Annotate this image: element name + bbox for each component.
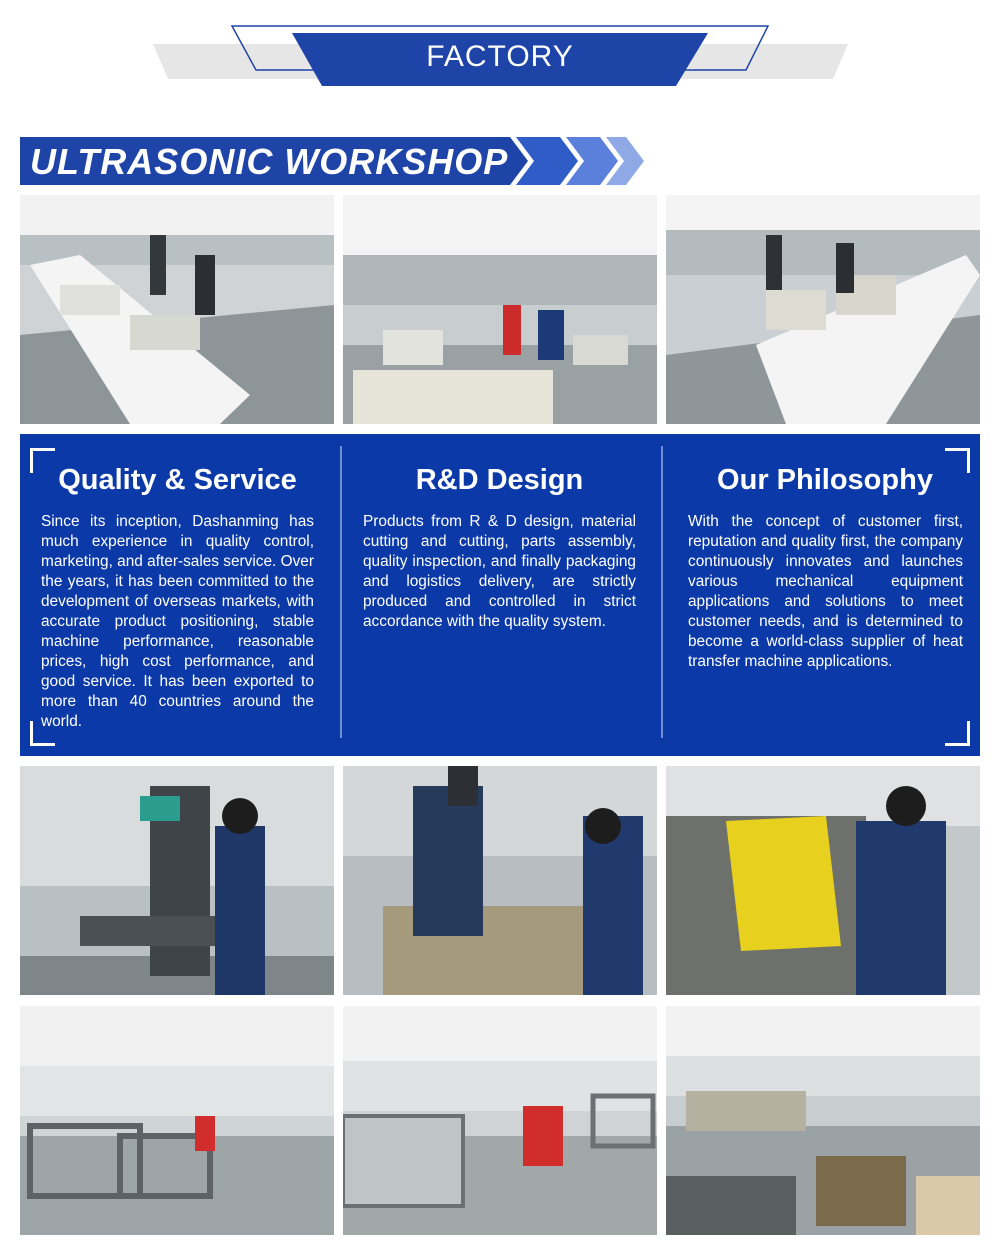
column-divider [340,446,342,738]
column-heading: Quality & Service [58,464,297,496]
workshop-technicians-photo [343,195,657,424]
workshop-product-tables-photo [666,195,980,424]
column-text: With the concept of customer first, reputation and quality first, the company continuously innovates and launches various mechanical equipment applications and solutions to meet customer needs, and is determined to become a world-class supplier of heat transfer machine applications. [688,513,963,670]
banner-title: FACTORY [426,40,574,73]
column-text: Since its inception, Dashanming has much experience in quality control, marketing, and after-sales service. Over the years, it has been committed to the development of overseas markets, with accurate product positioning, stable machine performance, reasonable prices, high cost performance, and good service. It has been exported to more than 40 countries around the world. [41,513,314,730]
column-text: Products from R & D design, material cutting and cutting, parts assembly, quality inspection, and finally packaging and logistics delivery, are strictly produced and controlled in strict accordance with the quality system. [363,513,636,630]
workbench-assembly-photo [343,1006,657,1235]
column-heading: Our Philosophy [717,464,933,496]
parts-warehouse-photo [666,1006,980,1235]
quality-service-column [40,434,315,756]
factory-banner [0,0,1000,110]
our-philosophy-column [687,434,963,756]
rd-design-column [362,434,637,756]
section-title: ULTRASONIC WORKSHOP [30,141,509,182]
machine-frame-assembly-photo [20,1006,334,1235]
section-heading [20,137,650,187]
milling-machine-operator-photo [20,766,334,995]
workshop-assembly-line-photo [20,195,334,424]
cnc-lathe-operator-photo [666,766,980,995]
drilling-machine-operator-photo [343,766,657,995]
column-heading: R&D Design [415,464,584,496]
info-panel [20,434,980,756]
column-divider [661,446,663,738]
